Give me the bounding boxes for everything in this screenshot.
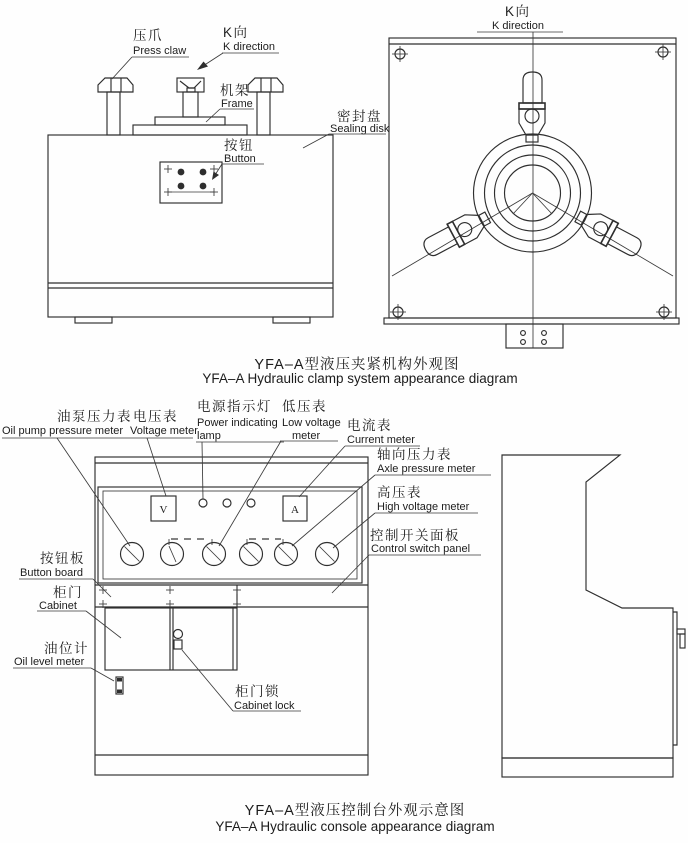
control-switch-panel-label-en: Control switch panel bbox=[371, 543, 471, 555]
front-view-labels bbox=[112, 25, 390, 180]
machine-button-dot bbox=[200, 183, 207, 190]
frame-leader bbox=[206, 109, 220, 122]
voltmeter-letter: V bbox=[159, 504, 168, 516]
button-board-label-zh: 按钮板 bbox=[40, 551, 85, 566]
high-voltage-meter-label-en: High voltage meter bbox=[377, 501, 470, 513]
current-meter-label-zh: 电流表 bbox=[347, 418, 392, 433]
console-side-view bbox=[502, 455, 685, 777]
top-caption bbox=[202, 355, 517, 386]
current-meter-label-en: Current meter bbox=[347, 434, 415, 446]
k-view-diagonal-right bbox=[533, 193, 674, 276]
bottom-caption-zh: YFA–A型液压控制台外观示意图 bbox=[244, 803, 466, 819]
indicator-lamp-icon bbox=[199, 499, 207, 507]
oil-level-meter bbox=[116, 677, 123, 694]
frame-lower-tier bbox=[133, 125, 247, 135]
voltage-meter-label-en: Voltage meter bbox=[130, 425, 198, 437]
k-view-diagonal-left bbox=[392, 193, 533, 276]
side-door-edge bbox=[673, 612, 677, 745]
ammeter-letter: A bbox=[291, 504, 299, 516]
cabinet-lock-leader bbox=[182, 650, 233, 711]
button-label-en: Button bbox=[224, 153, 256, 165]
machine-button-dot bbox=[178, 183, 185, 190]
sealing-disk-label-zh: 密封盘 bbox=[337, 109, 382, 124]
console-front-view bbox=[95, 457, 368, 775]
k-direction-arrow-line bbox=[203, 53, 223, 66]
clamp-machine-front-view bbox=[48, 78, 333, 323]
sealing-disk-leader bbox=[303, 134, 329, 148]
k-view-title-zh: K向 bbox=[505, 4, 531, 19]
voltage-meter-label-zh: 电压表 bbox=[133, 409, 178, 424]
cabinet-leader bbox=[86, 611, 121, 638]
machine-button-dot bbox=[200, 169, 207, 176]
oil-pump-pressure-meter-label-zh: 油泵压力表 bbox=[57, 409, 132, 424]
press-claw-left bbox=[98, 78, 133, 135]
side-door-handle bbox=[677, 629, 685, 648]
low-voltage-gauge bbox=[203, 543, 226, 566]
button-board-label-en: Button board bbox=[20, 567, 83, 579]
axle-pressure-meter-label-en: Axle pressure meter bbox=[377, 463, 476, 475]
gauge-link-bracket bbox=[169, 539, 212, 545]
k-view-plate bbox=[389, 38, 676, 318]
sealing-disk-label-en: Sealing disk bbox=[330, 123, 390, 135]
k-view-plate-lip bbox=[384, 318, 679, 324]
top-caption-zh: YFA–A型液压夹紧机构外观图 bbox=[254, 357, 460, 373]
bottom-caption bbox=[215, 801, 494, 834]
cabinet-label-en: Cabinet bbox=[39, 600, 77, 612]
clamp-machine-k-view bbox=[384, 4, 679, 348]
current-meter-leader bbox=[299, 446, 345, 497]
oil-pump-pressure-meter-leader bbox=[57, 438, 130, 546]
console-labels bbox=[2, 398, 491, 712]
bottom-caption-en: YFA–A Hydraulic console appearance diagram bbox=[215, 819, 495, 834]
oil-pump-pressure-gauge bbox=[121, 543, 144, 566]
button-board-strip bbox=[95, 585, 368, 608]
press-claw-label-en: Press claw bbox=[133, 45, 187, 57]
button-board-leader bbox=[93, 579, 111, 597]
console-body bbox=[95, 457, 368, 775]
press-claw-leader bbox=[112, 57, 132, 79]
indicator-lamp-icon bbox=[247, 499, 255, 507]
oil-pump-pressure-meter-label-en: Oil pump pressure meter bbox=[2, 425, 124, 437]
oil-level-meter-label-zh: 油位计 bbox=[44, 641, 89, 656]
control-switch-panel-label-zh: 控制开关面板 bbox=[370, 528, 460, 543]
k-direction-arrowhead-icon bbox=[197, 62, 208, 71]
machine-foot-left bbox=[75, 317, 112, 323]
console-side-profile bbox=[502, 455, 673, 758]
frame-label-en: Frame bbox=[221, 98, 253, 110]
press-claw-label-zh: 压爪 bbox=[133, 28, 163, 43]
machine-button-dot bbox=[178, 169, 185, 176]
power-indicating-lamp-label-en1: Power indicating bbox=[197, 417, 278, 429]
press-claw-right bbox=[248, 78, 283, 135]
cabinet-label-zh: 柜门 bbox=[53, 585, 83, 600]
k-direction-label-en: K direction bbox=[223, 41, 275, 53]
high-voltage-meter-label-zh: 高压表 bbox=[377, 485, 422, 500]
low-voltage-meter-label-zh: 低压表 bbox=[282, 399, 327, 414]
console-side-base bbox=[502, 758, 673, 777]
machine-button-panel bbox=[160, 162, 222, 203]
power-indicating-lamp-label-en2: lamp bbox=[197, 430, 221, 442]
instrument-panel bbox=[98, 487, 362, 583]
k-view-bottom-bracket bbox=[506, 324, 563, 348]
k-view-clamp-lower-right bbox=[572, 205, 646, 261]
k-view-title-en: K direction bbox=[492, 20, 544, 32]
frame-upper-tier bbox=[155, 117, 225, 125]
indicator-lamp-icon bbox=[223, 499, 231, 507]
top-caption-en: YFA–A Hydraulic clamp system appearance diagram bbox=[202, 371, 518, 386]
power-indicating-lamp-label-zh: 电源指示灯 bbox=[197, 399, 272, 414]
low-voltage-meter-label-en1: Low voltage bbox=[282, 417, 341, 429]
cabinet-doors bbox=[105, 608, 237, 670]
oil-level-meter-label-en: Oil level meter bbox=[14, 656, 85, 668]
power-indicating-lamp-leader bbox=[202, 442, 203, 499]
corner-screw-icon bbox=[655, 44, 671, 60]
center-clamp-head bbox=[177, 78, 204, 117]
low-voltage-meter-label-en2: meter bbox=[292, 430, 321, 442]
button-label-zh: 按钮 bbox=[224, 138, 254, 153]
strip-plus-marks bbox=[99, 586, 241, 608]
machine-foot-right bbox=[273, 317, 310, 323]
control-switch-panel-leader bbox=[332, 555, 369, 593]
cabinet-lock-label-zh: 柜门锁 bbox=[235, 684, 280, 699]
high-voltage-meter-leader bbox=[333, 513, 375, 548]
gauge-2 bbox=[161, 543, 184, 566]
k-view-clamp-top bbox=[519, 72, 545, 142]
gauge-4 bbox=[240, 543, 263, 566]
gauge-link-bracket bbox=[247, 539, 283, 545]
cabinet-lock-label-en: Cabinet lock bbox=[234, 700, 295, 712]
button-arrowhead-icon bbox=[212, 172, 219, 181]
axle-pressure-meter-label-zh: 轴向压力表 bbox=[377, 447, 452, 462]
cabinet-lock bbox=[174, 630, 183, 650]
corner-screw-icon bbox=[392, 46, 408, 62]
k-direction-label-zh: K向 bbox=[223, 25, 249, 40]
frame-label-zh: 机架 bbox=[220, 83, 250, 98]
axle-pressure-gauge bbox=[275, 543, 298, 566]
